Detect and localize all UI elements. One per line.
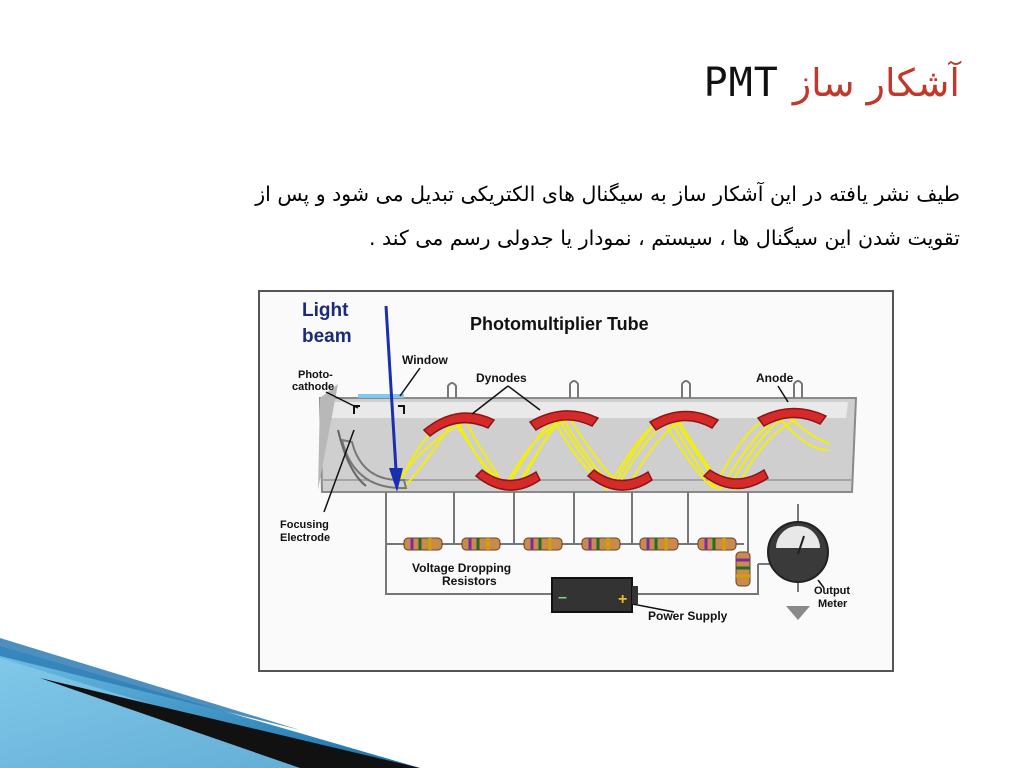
diagram-title: Photomultiplier Tube [470,314,649,334]
photocathode-label-2: cathode [292,381,335,393]
pmt-diagram [258,290,894,672]
paragraph-line-2: تقویت شدن این سیگنال ها ، سیستم ، نمودار یا جدولی رسم می کند . [368,226,960,250]
resistors-label-1: Voltage Dropping [412,561,512,575]
title-persian: آشکار ساز [792,61,960,105]
output-meter-label-2: Meter [818,598,848,610]
plus-sign: + [618,591,628,608]
anode-label: Anode [756,371,794,385]
minus-sign: – [558,589,567,606]
dynodes-label: Dynodes [476,371,527,385]
focusing-label-1: Focusing [280,519,329,531]
light-beam-label-1: Light [302,300,349,321]
power-supply-label: Power Supply [648,609,728,623]
decorative-swoosh [0,638,520,768]
slide-title [704,60,960,120]
window-label: Window [402,353,448,367]
title-latin: PMT [703,60,779,106]
light-beam-label-2: beam [302,326,352,347]
focusing-label-2: Electrode [280,532,331,544]
resistors-label-2: Resistors [442,574,497,588]
paragraph-line-1: طیف نشر یافته در این آشکار ساز به سیگنال های الکتریکی تبدیل می شود و پس از [255,182,960,206]
output-meter-label-1: Output [814,585,851,597]
slide-paragraph [70,172,960,260]
pmt-diagram-svg [258,290,894,672]
photocathode-label-1: Photo- [298,369,333,381]
